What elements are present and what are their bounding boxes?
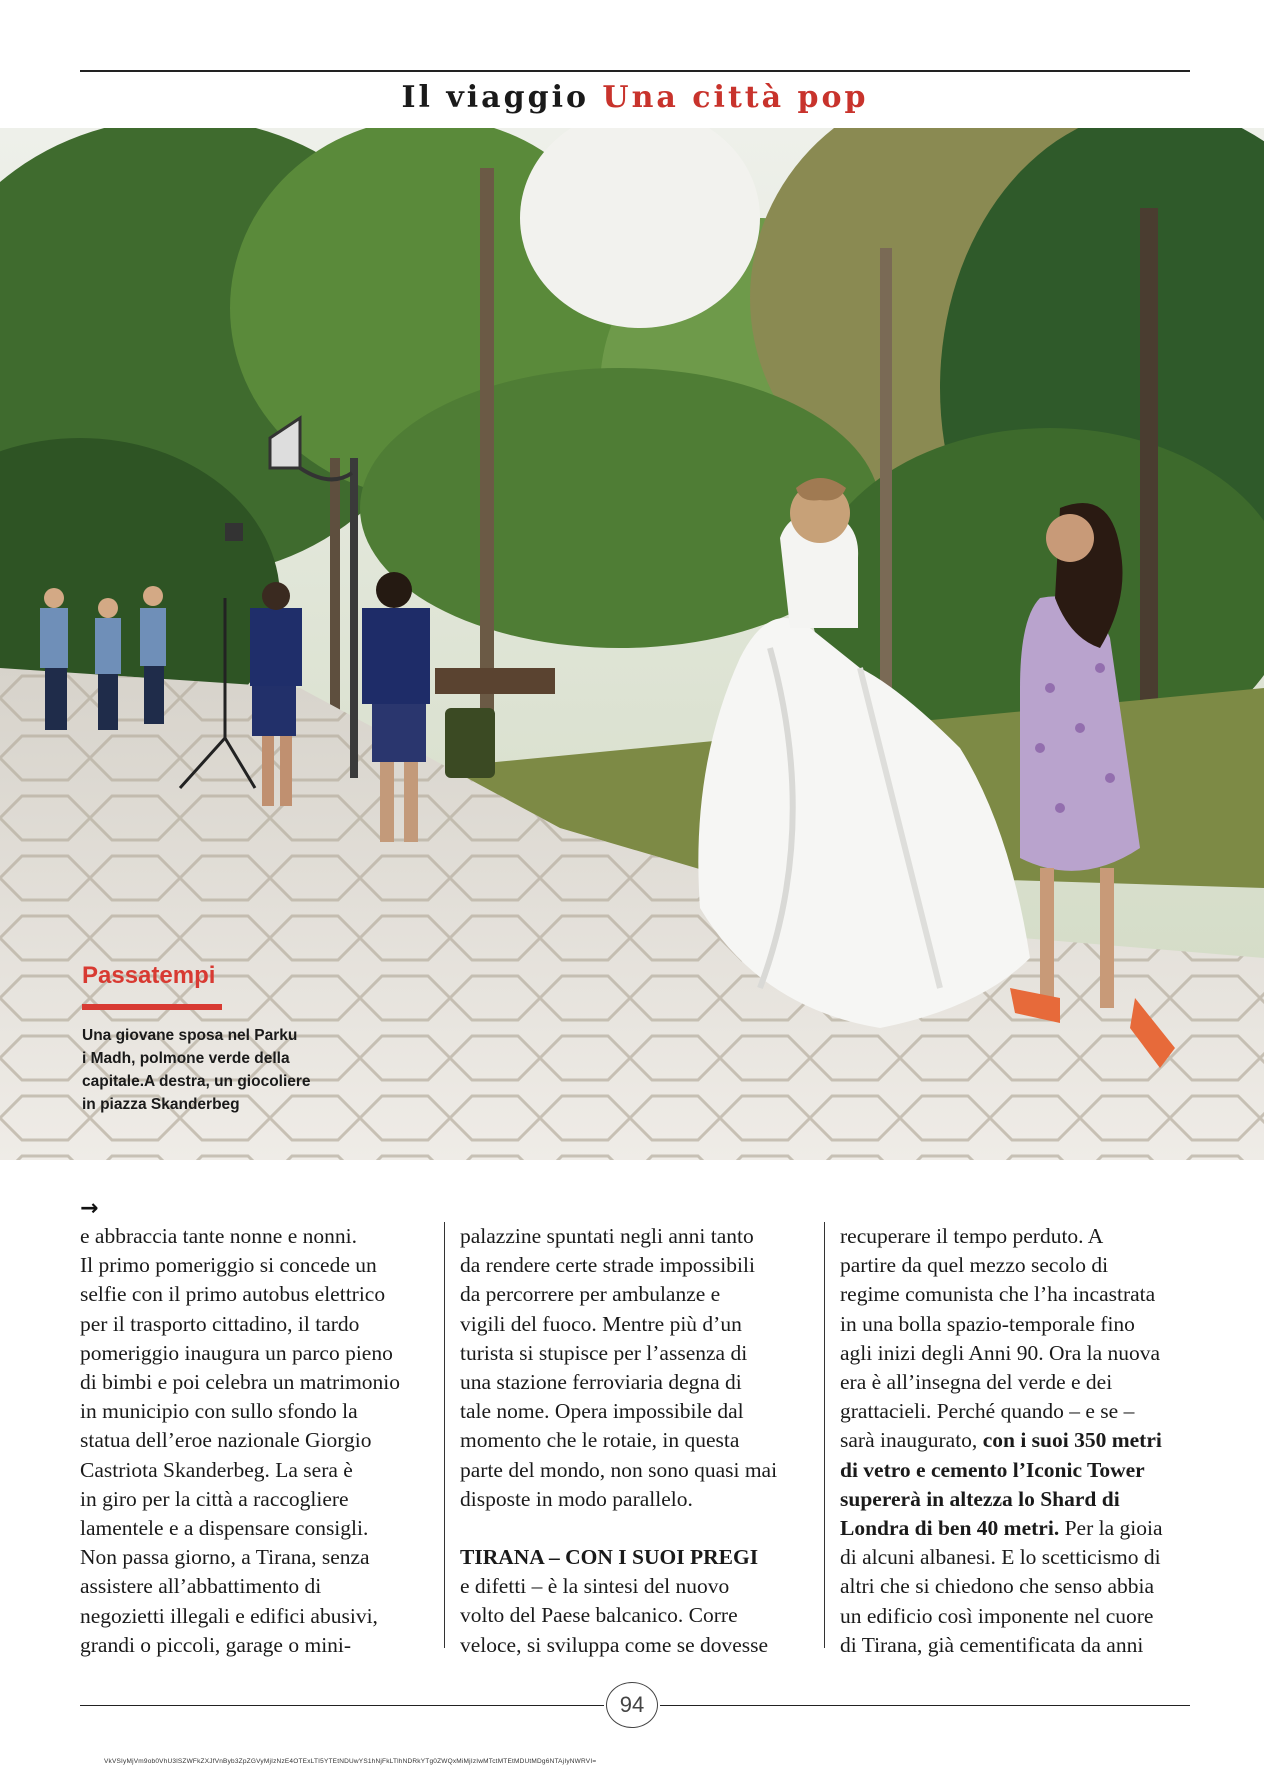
highlight-line: di vetro e cemento l’Iconic Tower xyxy=(840,1457,1145,1482)
text-line: tale nome. Opera impossibile dal xyxy=(460,1399,744,1424)
footer-rule-right xyxy=(660,1705,1190,1706)
page-number: 94 xyxy=(606,1682,658,1728)
highlight-line: supererà in altezza lo Shard di xyxy=(840,1486,1120,1511)
text-line: in una bolla spazio-temporale fino xyxy=(840,1311,1135,1336)
text-line: una stazione ferroviaria degna di xyxy=(460,1370,742,1395)
text-line: in giro per la città a raccogliere xyxy=(80,1486,349,1511)
text-line: grattacieli. Perché quando – e se – xyxy=(840,1399,1135,1424)
text-line: veloce, si sviluppa come se dovesse xyxy=(460,1632,769,1657)
text-line: Castriota Skanderbeg. La sera è xyxy=(80,1457,353,1482)
text-line: turista si stupisce per l’assenza di xyxy=(460,1340,748,1365)
text-line: vigili del fuoco. Mentre più d’un xyxy=(460,1311,742,1336)
text-line: Il primo pomeriggio si concede un xyxy=(80,1253,377,1278)
text-line xyxy=(840,1426,1180,1455)
text-line: partire da quel mezzo secolo di xyxy=(840,1253,1109,1278)
text-line: da percorrere per ambulanze e xyxy=(460,1282,721,1307)
text-line: parte del mondo, non sono quasi mai xyxy=(460,1457,778,1482)
text-line: grandi o piccoli, garage o mini- xyxy=(80,1632,352,1657)
caption-text xyxy=(82,1024,352,1116)
header-section: Una città pop xyxy=(602,80,869,115)
text-line: palazzine spuntati negli anni tanto xyxy=(460,1224,754,1248)
caption-line: Una giovane sposa nel Parku xyxy=(82,1027,298,1044)
text-line: assistere all’abbattimento di xyxy=(80,1574,322,1599)
caption-line: capitale.A destra, un giocoliere xyxy=(82,1073,311,1090)
text-line: altri che si chiedono che senso abbia xyxy=(840,1574,1155,1599)
header-kicker: Il viaggio xyxy=(401,80,589,115)
caption-rule xyxy=(82,1004,222,1010)
column-divider xyxy=(444,1222,445,1648)
text-line: un edificio così imponente nel cuore xyxy=(840,1603,1154,1628)
text-line: recuperare il tempo perduto. A xyxy=(840,1224,1104,1248)
text-line: di alcuni albanesi. E lo scetticismo di xyxy=(840,1545,1161,1570)
text-line: statua dell’eroe nazionale Giorgio xyxy=(80,1428,372,1453)
continue-arrow-icon: → xyxy=(80,1196,99,1221)
text-line: da rendere certe strade impossibili xyxy=(460,1253,755,1278)
article-column-1 xyxy=(80,1222,420,1660)
footer-rule-left xyxy=(80,1705,604,1706)
text-line: regime comunista che l’ha incastrata xyxy=(840,1282,1156,1307)
section-lead: TIRANA – CON I SUOI PREGI xyxy=(460,1545,759,1570)
text-line: Non passa giorno, a Tirana, senza xyxy=(80,1545,370,1570)
text-line: agli inizi degli Anni 90. Ora la nuova xyxy=(840,1340,1161,1365)
text-line: e abbraccia tante nonne e nonni. xyxy=(80,1224,357,1248)
text-fragment: sarà inaugurato, xyxy=(840,1428,983,1453)
caption-title: Passatempi xyxy=(82,962,216,989)
caption-line: in piazza Skanderbeg xyxy=(82,1096,240,1113)
text-line: volto del Paese balcanico. Corre xyxy=(460,1603,738,1628)
text-line: di bimbi e poi celebra un matrimonio xyxy=(80,1370,401,1395)
text-line: e difetti – è la sintesi del nuovo xyxy=(460,1574,730,1599)
page-header xyxy=(80,72,1190,124)
text-line: momento che le rotaie, in questa xyxy=(460,1428,740,1453)
text-fragment: Per la gioia xyxy=(1059,1516,1163,1541)
article-column-2 xyxy=(460,1222,800,1660)
text-line: in municipio con sullo sfondo la xyxy=(80,1399,358,1424)
text-line: per il trasporto cittadino, il tardo xyxy=(80,1311,360,1336)
text-line: negozietti illegali e edifici abusivi, xyxy=(80,1603,378,1628)
text-line: lamentele e a dispensare consigli. xyxy=(80,1516,369,1541)
caption-line: i Madh, polmone verde della xyxy=(82,1050,290,1067)
column-divider xyxy=(824,1222,825,1648)
text-line: era è all’insegna del verde e dei xyxy=(840,1370,1113,1395)
text-line: pomeriggio inaugura un parco pieno xyxy=(80,1340,393,1365)
text-line xyxy=(840,1514,1180,1543)
paragraph-spacer xyxy=(460,1514,800,1543)
article-column-3 xyxy=(840,1222,1180,1660)
text-line: selfie con il primo autobus elettrico xyxy=(80,1282,386,1307)
highlight-text: Londra di ben 40 metri. xyxy=(840,1516,1060,1541)
highlight-text: con i suoi 350 metri xyxy=(982,1428,1162,1453)
text-line: di Tirana, già cementificata da anni xyxy=(840,1632,1144,1657)
text-line: disposte in modo parallelo. xyxy=(460,1486,693,1511)
print-slug: VkVSIyMjVm9ob0VhU3lSZWFkZXJfVnByb3ZpZGVyMjIzNzE4OTExLTI5YTEtNDUwYS1hNjFkLTlhNDRkYTg0ZWQxMiMjIzIwMTctMTEtMDUtMDg6NTAjIyNWRVI= xyxy=(104,1758,597,1765)
